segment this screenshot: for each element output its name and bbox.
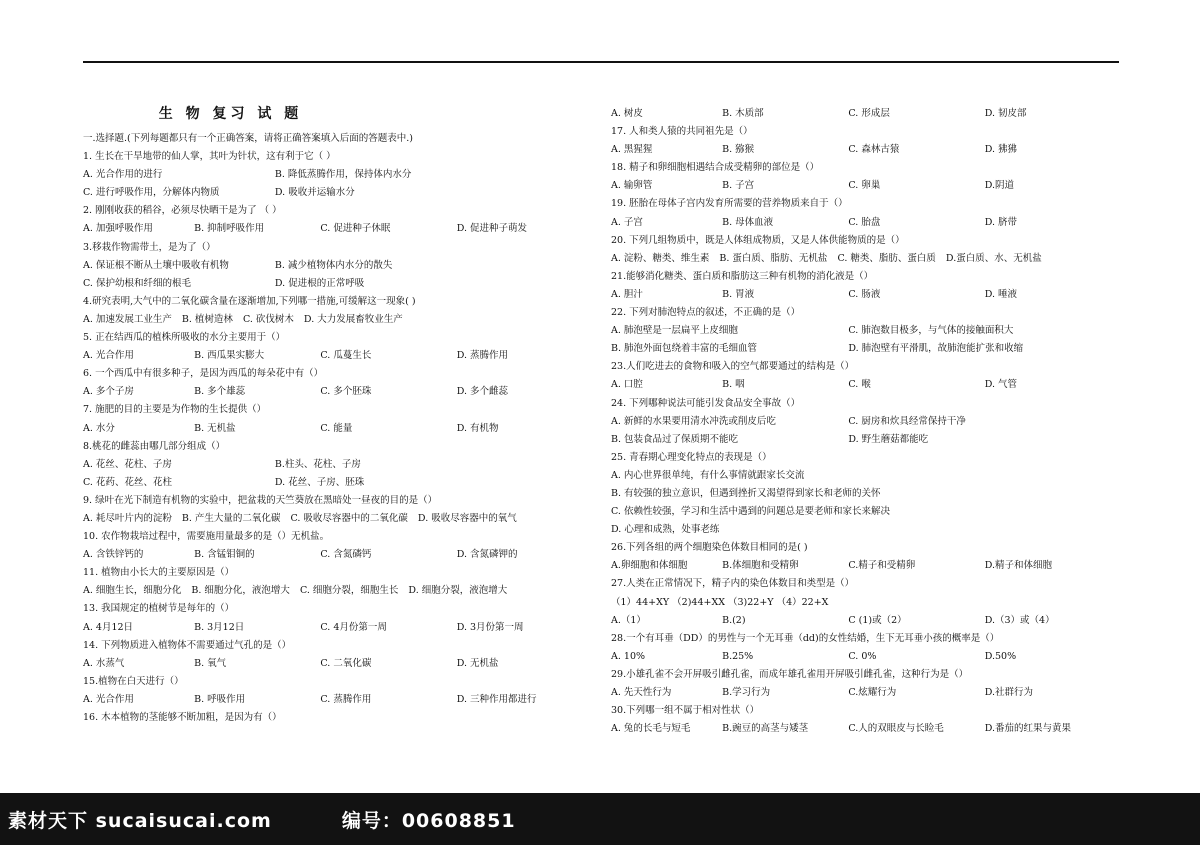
answer-option: B. 细胞分化，液泡增大 (191, 585, 290, 597)
answer-option: C. 二氧化碳 (320, 657, 372, 669)
answer-option: B. 咽 (722, 379, 745, 391)
answer-option: D. 吸收并运输水分 (274, 187, 355, 199)
question-text: 28.一个有耳垂（DD）的男性与一个无耳垂（dd)的女性结婚，生下无耳垂小孩的概率是（） (611, 632, 1000, 644)
answer-option: C. 糖类、脂肪、蛋白质 (837, 252, 936, 264)
option-row (611, 177, 1116, 195)
option-row (611, 340, 1116, 358)
page-title: 生 物 复习 试 题 (158, 106, 303, 122)
answer-option: D. 肺泡壁有平滑肌，故肺泡能扩张和收缩 (848, 343, 1024, 355)
answer-option: A. 花丝、花柱、子房 (83, 458, 172, 470)
answer-option: D. 蒸腾作用 (456, 350, 509, 362)
option-row (611, 376, 1116, 394)
answer-option: A.（1） (611, 614, 646, 626)
watermark-bar (0, 793, 1200, 845)
answer-option: A. 兔的长毛与短毛 (611, 723, 691, 735)
option-row (611, 105, 1116, 123)
answer-option: C. 含氮磷钙 (320, 549, 372, 561)
answer-option: D. 花丝、子房、胚珠 (274, 476, 365, 488)
question-text: 16. 木本植物的茎能够不断加粗，是因为有（） (83, 712, 282, 723)
option-row (83, 582, 588, 600)
answer-option: C. 蒸腾作用 (320, 693, 372, 705)
left-column (83, 98, 588, 727)
question-text: 一.选择题.(下列每题都只有一个正确答案，请将正确答案填入后面的答题表中.) (83, 133, 413, 144)
option-row (83, 619, 588, 637)
answer-option: C. 能量 (320, 422, 353, 434)
answer-option: A. 10% (611, 650, 646, 662)
question-text: 19. 胚胎在母体子宫内发育所需要的营养物质来自于（） (611, 198, 848, 210)
answer-option: B. 包装食品过了保质期不能吃 (611, 433, 739, 445)
answer-option: C. 森林古猿 (848, 144, 900, 156)
answer-option: C. 4月份第一周 (320, 621, 387, 633)
answer-option: B. 降低蒸腾作用，保持体内水分 (274, 169, 412, 181)
answer-option: B. 子宫 (722, 180, 755, 192)
answer-option: B. 含锰钼铜的 (194, 549, 255, 561)
question-text: 8.桃花的雌蕊由哪几部分组成（） (83, 440, 226, 452)
option-row (611, 322, 1116, 340)
option-row (83, 166, 588, 184)
answer-option: D. 三种作用都进行 (456, 693, 537, 705)
option-row (611, 720, 1116, 738)
answer-option: A. 淀粉、糖类、维生素 (611, 252, 710, 264)
option-row (611, 141, 1116, 159)
answer-option: D. 细胞分裂，液泡增大 (408, 585, 508, 597)
answer-option: C. 多个胚珠 (320, 386, 372, 398)
question-text: 1. 生长在干旱地带的仙人掌，其叶为针状，这有利于它（ ） (83, 151, 336, 163)
answer-option: B. 木质部 (722, 108, 764, 119)
answer-option: C. 花药、花丝、花柱 (83, 476, 172, 488)
option-row (83, 546, 588, 564)
watermark-code: 编号：00608851 (341, 809, 516, 832)
answer-option: C. 肠液 (848, 288, 881, 300)
answer-option: B. 3月12日 (194, 621, 245, 633)
answer-option: A. 含铁锌钙的 (83, 549, 144, 561)
question-text: 22. 下列对肺泡特点的叙述，不正确的是（） (611, 307, 801, 319)
question-text: 2. 刚刚收获的稻谷，必须尽快晒干是为了 （ ） (83, 205, 282, 217)
question-text: 23.人们吃进去的食物和吸入的空气都要通过的结构是（） (611, 361, 855, 373)
answer-option: B. 胃液 (722, 288, 755, 300)
answer-option: C. 厨房和炊具经常保持干净 (848, 415, 966, 427)
answer-option: D.社群行为 (984, 687, 1033, 698)
question-text: A. 内心世界很单纯，有什么事情就跟家长交流 (611, 469, 805, 481)
answer-option: C. 砍伐树木 (242, 313, 294, 325)
question-text: 21.能够消化糖类、蛋白质和脂肪这三种有机物的消化液是（） (611, 270, 874, 282)
answer-option: B. 呼吸作用 (194, 693, 246, 705)
answer-option: D. 气管 (984, 379, 1018, 391)
answer-option: D. 狒狒 (984, 144, 1018, 156)
question-text: 27.人类在正常情况下，精子内的染色体数目和类型是（） (611, 578, 855, 590)
answer-option: C.炫耀行为 (848, 687, 897, 698)
answer-option: C.精子和受精卵 (848, 560, 916, 572)
answer-option: D.精子和体细胞 (984, 560, 1052, 572)
answer-option: D.（3）或（4） (984, 614, 1055, 626)
option-row (83, 311, 588, 329)
option-row (611, 214, 1116, 232)
answer-option: A. 保证根不断从土壤中吸收有机物 (83, 259, 229, 271)
answer-option: B. 抑制呼吸作用 (194, 223, 265, 235)
answer-option: A. 子宫 (611, 216, 643, 228)
answer-option: C. 胎盘 (848, 216, 881, 228)
answer-option: B.豌豆的高茎与矮茎 (722, 723, 809, 735)
answer-option: C. 肺泡数目极多，与气体的接触面积大 (848, 325, 1014, 337)
answer-option: D. 多个雌蕊 (456, 386, 509, 398)
answer-option: A. 加速发展工业生产 (83, 313, 172, 325)
answer-option: A. 输卵管 (611, 180, 653, 192)
answer-option: A. 4月12日 (83, 621, 134, 633)
question-text: 26.下列各组的两个细胞染色体数目相同的是( ) (611, 542, 808, 554)
answer-option: A. 肺泡壁是一层扁平上皮细胞 (611, 325, 738, 337)
option-row (83, 383, 588, 401)
question-text: 3.移栽作物需带土，是为了（） (83, 241, 216, 253)
option-row (83, 474, 588, 492)
answer-option: B. 氧气 (194, 657, 227, 669)
answer-option: B. 猕猴 (722, 144, 755, 156)
answer-option: D. 脐带 (984, 216, 1018, 228)
answer-option: A. 多个子房 (83, 386, 134, 398)
option-row (611, 413, 1116, 431)
answer-option: C. 吸收尽容器中的二氧化碳 (290, 512, 408, 524)
answer-option: A. 新鲜的水果要用清水冲洗或削皮后吃 (611, 415, 776, 427)
answer-option: D. 3月份第一周 (456, 621, 524, 633)
question-text: 15.植物在白天进行（） (83, 675, 184, 687)
answer-option: B.体细胞和受精卵 (722, 560, 799, 572)
answer-option: A. 口腔 (611, 379, 643, 391)
answer-option: A. 先天性行为 (611, 687, 672, 698)
answer-option: B. 母体血液 (722, 216, 774, 228)
answer-option: C. 保护幼根和纤细的根毛 (83, 277, 191, 289)
answer-option: A. 黑猩猩 (611, 144, 653, 156)
answer-option: A. 树皮 (611, 108, 643, 119)
question-text: 25. 青春期心理变化特点的表现是（） (611, 451, 772, 463)
option-row (611, 684, 1116, 702)
right-question-list (611, 105, 1116, 738)
question-text: 9. 绿叶在光下制造有机物的实验中，把盆栽的天竺葵放在黑暗处一昼夜的目的是（） (83, 494, 438, 506)
answer-option: B. 肺泡外面包绕着丰富的毛细血管 (611, 343, 758, 355)
answer-option: D. 无机盐 (456, 657, 499, 669)
answer-option: C. 0% (848, 650, 877, 662)
answer-option: B.25% (722, 650, 754, 662)
question-text: 6. 一个西瓜中有很多种子，是因为西瓜的每朵花中有（） (83, 368, 324, 380)
answer-option: D. 韧皮部 (984, 108, 1027, 119)
question-text: 14. 下列物质进入植物体不需要通过气孔的是（） (83, 639, 292, 651)
option-row (611, 250, 1116, 268)
right-column (611, 105, 1116, 738)
answer-option: D.番茄的红果与黄果 (984, 723, 1071, 735)
answer-option: C. 瓜蔓生长 (320, 350, 372, 362)
answer-option: B.学习行为 (722, 687, 771, 698)
question-text: B. 有较强的独立意识，但遇到挫折又渴望得到家长和老师的关怀 (611, 487, 881, 499)
answer-option: A. 水分 (83, 422, 115, 434)
answer-option: A. 细胞生长，细胞分化 (83, 585, 182, 597)
option-row (83, 257, 588, 275)
option-row (611, 648, 1116, 666)
answer-option: D.蛋白质、水、无机盐 (945, 252, 1042, 264)
left-question-list (83, 130, 588, 727)
answer-option: C. 细胞分裂，细胞生长 (299, 585, 399, 597)
answer-option: A. 光合作用的进行 (83, 169, 163, 181)
answer-option: D. 促进根的正常呼吸 (274, 277, 365, 289)
answer-option: C. 喉 (848, 379, 871, 391)
answer-option: A. 胆汁 (611, 288, 643, 300)
answer-option: D. 含氮磷钾的 (456, 549, 518, 561)
answer-option: D. 促进种子萌发 (456, 223, 528, 235)
answer-option: B. 蛋白质、脂肪、无机盐 (719, 252, 828, 264)
answer-option: A. 光合作用 (83, 693, 134, 705)
answer-option: A. 加强呼吸作用 (83, 223, 153, 235)
top-rule (83, 61, 1119, 63)
answer-option: D. 野生蘑菇都能吃 (848, 433, 929, 445)
question-text: 11. 植物由小长大的主要原因是（） (83, 567, 235, 579)
question-text: 30.下列哪一组不属于相对性状（） (611, 705, 760, 717)
question-text: 5. 正在结西瓜的植株所吸收的水分主要用于（） (83, 332, 286, 344)
answer-option: D. 吸收尽容器中的氧气 (417, 512, 517, 524)
answer-option: C (1)或（2） (848, 614, 907, 626)
option-row (83, 691, 588, 709)
answer-option: D. 有机物 (456, 422, 499, 434)
question-text: 18. 精子和卵细胞相遇结合成受精卵的部位是（） (611, 162, 820, 174)
option-row (83, 420, 588, 438)
answer-option: D. 唾液 (984, 288, 1018, 300)
question-text: 20. 下列几组物质中，既是人体组成物质，又是人体供能物质的是（） (611, 234, 905, 246)
answer-option: B. 植树造林 (181, 313, 233, 325)
answer-option: C.人的双眼皮与长睑毛 (848, 723, 944, 735)
answer-option: C. 进行呼吸作用，分解体内物质 (83, 187, 220, 199)
question-text: 17. 人和类人猿的共同祖先是（） (611, 126, 753, 138)
option-row (611, 557, 1116, 575)
answer-option: B. 产生大量的二氧化碳 (181, 512, 281, 524)
question-text: 29.小雄孔雀不会开屏吸引雌孔雀，而成年雄孔雀用开屏吸引雌孔雀，这种行为是（） (611, 668, 969, 680)
question-text: 10. 农作物栽培过程中，需要施用量最多的是（）无机盐。 (83, 531, 330, 543)
question-text: 4.研究表明,大气中的二氧化碳含量在逐渐增加,下列哪一措施,可缓解这一现象( ) (83, 295, 416, 307)
answer-option: B. 多个雄蕊 (194, 386, 246, 398)
answer-option: D.50% (984, 650, 1017, 662)
question-text: 13. 我国规定的植树节是每年的（） (83, 603, 235, 615)
answer-option: D.阴道 (984, 180, 1014, 192)
option-row (611, 431, 1116, 449)
answer-option: D. 大力发展畜牧业生产 (303, 313, 403, 325)
answer-option: A.卵细胞和体细胞 (611, 560, 688, 572)
answer-option: C. 促进种子休眠 (320, 223, 391, 235)
question-text: D. 心理和成熟，处事老练 (611, 524, 720, 536)
question-text: （1）44+XY （2)44+XX （3)22+Y （4）22+X (611, 596, 829, 608)
option-row (83, 347, 588, 365)
question-text: 7. 施肥的目的主要是为作物的生长提供（） (83, 404, 267, 416)
option-row (611, 286, 1116, 304)
answer-option: B.(2) (722, 614, 746, 626)
option-row (611, 612, 1116, 630)
option-row (83, 510, 588, 528)
answer-option: A. 耗尽叶片内的淀粉 (83, 512, 172, 524)
watermark-site: 素材天下 sucaisucai.com (8, 809, 272, 832)
answer-option: A. 光合作用 (83, 350, 134, 362)
answer-option: C. 形成层 (848, 108, 890, 119)
answer-option: B. 减少植物体内水分的散失 (274, 259, 393, 271)
question-text: 24. 下列哪种说法可能引发食品安全事故（） (611, 397, 801, 409)
option-row (83, 456, 588, 474)
option-row (83, 184, 588, 202)
answer-option: A. 水蒸气 (83, 657, 125, 669)
option-row (83, 220, 588, 238)
answer-option: B.柱头、花柱、子房 (274, 458, 361, 470)
option-row (83, 275, 588, 293)
answer-option: B. 无机盐 (194, 422, 236, 434)
option-row (83, 655, 588, 673)
question-text: C. 依赖性较强，学习和生活中遇到的问题总是要老师和家长来解决 (611, 506, 890, 518)
answer-option: C. 卵巢 (848, 180, 881, 192)
answer-option: B. 西瓜果实膨大 (194, 350, 265, 362)
